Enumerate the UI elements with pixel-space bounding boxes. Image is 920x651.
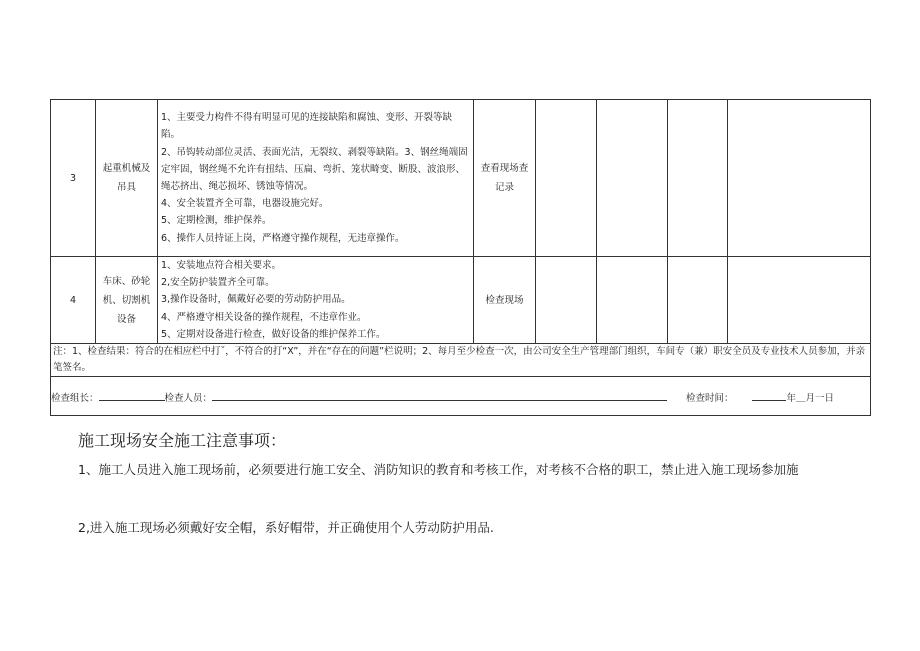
requirement-line: 1、安装地点符合相关要求。	[161, 260, 282, 271]
notes-paragraph-1: 1、施工人员进入施工现场前，必须要进行施工安全、消防知识的教育和考核工作，对考核不合格的职工，禁止进入施工现场参加施	[78, 462, 799, 477]
requirement-line: 4、严格遵守相关设备的操作规程，不违章作业。	[161, 311, 367, 323]
signature-cell[interactable]	[728, 257, 871, 344]
notes-title: 施工现场安全施工注意事项：	[78, 431, 287, 450]
notes-paragraph-2: 2,进入施工现场必须戴好安全帽，系好帽带，并正确使用个人劳动防护用品.	[78, 520, 494, 535]
table-row	[51, 257, 871, 344]
requirement-line: 2、吊钩转动部位灵活、表面光洁，无裂纹、剥裂等缺陷。3、钢丝绳端固定牢固，钢丝绳不允许有扭结、压扁、弯折、笼状畸变、断股、波浪形、绳芯挤出、绳芯损坏、锈蚀等情况。	[161, 146, 468, 192]
result-cell[interactable]	[536, 257, 597, 344]
requirement-line: 1、主要受力构件不得有明显可见的连接缺陷和腐蚀、变形、开裂等缺陷。	[161, 112, 453, 141]
inspector-label: 检查人员：	[164, 393, 213, 405]
issue-cell[interactable]	[597, 100, 668, 257]
leader-blank[interactable]	[99, 390, 165, 401]
requirements-cell	[158, 100, 474, 257]
note-row	[51, 344, 871, 377]
requirement-line: 5、定期对设备进行检查，做好设备的维护保养工作。	[161, 328, 386, 340]
rectify-cell[interactable]	[668, 100, 728, 257]
issue-cell[interactable]	[597, 257, 668, 344]
requirement-line: 4、安全装置齐全可靠，电器设施完好。	[161, 198, 329, 210]
note-text: 注：1、检查结果：符合的在相应栏中打˘，不符合的打“X”，并在“存在的问题”栏说明；2、每月至少检查一次，由公司安全生产管理部门组织，车间专（兼）职安全员及专业技术人员参加，并亲笔签名。	[51, 344, 871, 377]
table-row	[51, 100, 871, 257]
leader-label: 检查组长：	[51, 393, 99, 405]
safety-notes	[78, 428, 880, 536]
date-blank[interactable]	[752, 390, 786, 401]
inspection-item: 车床、砂轮机、切割机设备	[96, 257, 158, 344]
row-number: 4	[51, 257, 96, 344]
inspection-method: 检查现场	[474, 257, 536, 344]
inspection-table	[50, 99, 871, 416]
inspection-method: 查看现场查记录	[474, 100, 536, 257]
requirement-line: 5、定期检测，维护保养。	[161, 215, 272, 227]
sign-row	[51, 377, 871, 416]
signature-cell[interactable]	[728, 100, 871, 257]
requirement-line: 2,安全防护装置齐全可靠。	[161, 277, 275, 289]
inspection-item: 起重机械及吊具	[96, 100, 158, 257]
time-label: 检查时间：	[685, 393, 734, 405]
result-cell[interactable]	[536, 100, 597, 257]
row-number: 3	[51, 100, 96, 257]
requirement-line: 6、操作人员持证上岗，严格遵守操作规程，无违章操作。	[161, 232, 405, 244]
rectify-cell[interactable]	[668, 257, 728, 344]
requirement-line: 3,操作设备时，佩戴好必要的劳动防护用品。	[161, 294, 351, 306]
requirements-cell	[158, 257, 474, 344]
inspector-blank[interactable]	[212, 390, 667, 401]
date-suffix: 年＿月一日	[786, 393, 834, 405]
